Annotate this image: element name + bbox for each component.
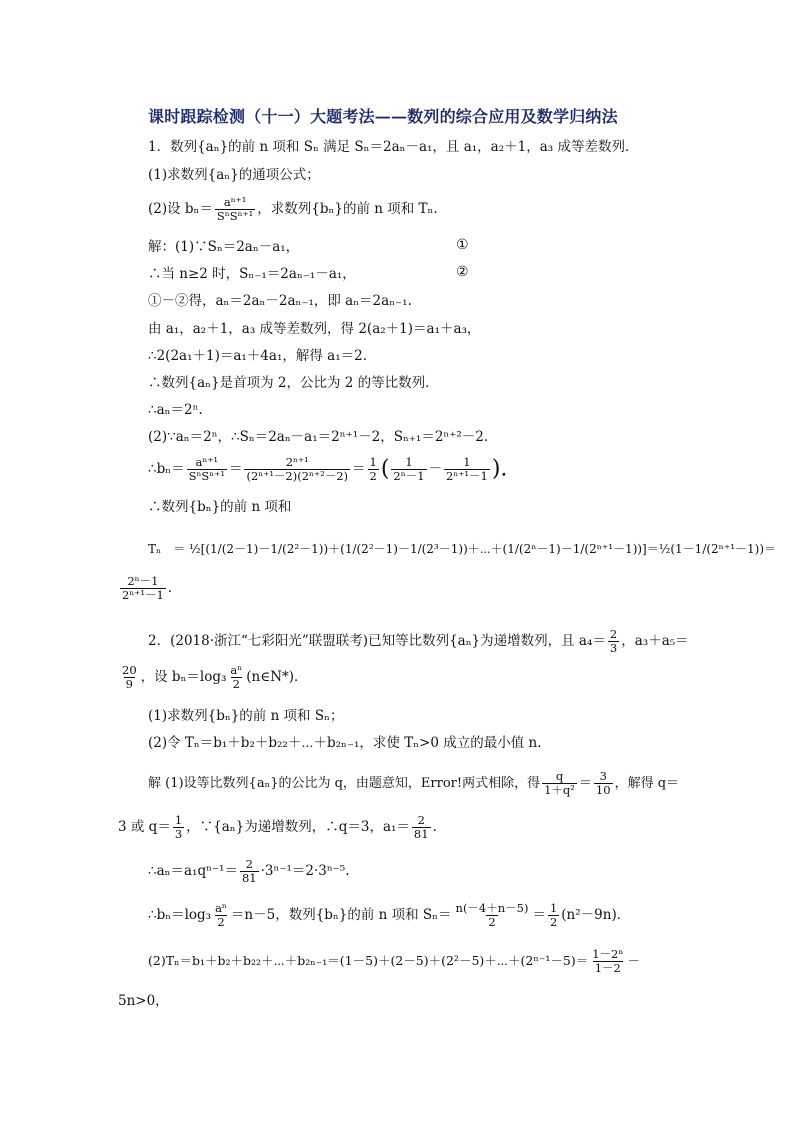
text: ∴aₙ＝a₁qⁿ⁻¹＝ (148, 863, 238, 879)
solution-2-step-1 (148, 770, 679, 797)
numerator: 2 (417, 813, 425, 827)
solution-2-step-2 (118, 814, 437, 841)
fraction (608, 628, 619, 655)
fraction (542, 770, 577, 797)
equation-marker-1: ① (456, 237, 469, 253)
denominator: 9 (125, 677, 133, 691)
solution-1-sum-result (118, 575, 172, 602)
fraction (240, 858, 259, 885)
numerator: 2 (245, 857, 253, 871)
text: ，解得 q＝ (614, 776, 680, 791)
denominator: 81 (241, 871, 257, 885)
fraction (187, 456, 227, 483)
fraction (368, 456, 379, 483)
numerator: q (555, 769, 564, 783)
denominator: 2 (369, 469, 377, 483)
problem-2-part-1: (1)求数列{bₙ}的前 n 项和 Sₙ； (148, 708, 344, 724)
numerator: 2 (609, 627, 618, 641)
solution-1-step-1: 解：(1)∵Sₙ＝2aₙ－a₁， (148, 239, 300, 255)
denominator: 1＋q² (544, 783, 575, 797)
denominator: 2 (488, 915, 496, 929)
text: (2)设 bₙ＝ (148, 201, 213, 217)
problem-2-statement (148, 628, 689, 655)
denominator: 2 (232, 677, 240, 691)
text: ∴bₙ＝ (148, 461, 185, 477)
numerator: 1 (405, 455, 413, 469)
solution-1-step-6: ∴数列{aₙ}是首项为 2，公比为 2 的等比数列． (148, 375, 439, 391)
denominator: SⁿSⁿ⁺¹ (216, 209, 254, 223)
text: － (627, 953, 640, 968)
solution-1-step-7: ∴aₙ＝2ⁿ. (148, 402, 203, 418)
fraction (548, 902, 559, 929)
numerator: aⁿ (230, 663, 243, 677)
problem-2-part-2: (2)令 Tₙ＝b₁＋b₂＋b₂₂＋⋯＋b₂ₙ₋₁，求使 Tₙ>0 成立的最小值 n. (148, 735, 542, 751)
numerator: 2ⁿ－1 (127, 574, 159, 588)
text: ，求数列{bₙ}的前 n 项和 Tₙ. (257, 201, 438, 217)
solution-1-step-4: 由 a₁，a₂＋1，a₃ 成等差数列，得 2(a₂＋1)＝a₁＋a₃， (148, 321, 481, 337)
denominator: 1－2 (594, 961, 621, 975)
solution-2-step-4 (148, 902, 630, 929)
solution-2-step-3 (148, 858, 350, 885)
solution-1-step-10: ∴数列{bₙ}的前 n 项和 (148, 499, 292, 515)
solution-2-step-5 (148, 948, 640, 975)
solution-1-step-9 (148, 456, 507, 483)
text: 2．(2018·浙江“七彩阳光”联盟联考)已知等比数列{aₙ}为递增数列，且 a₄＝ (148, 633, 606, 649)
fraction (391, 456, 426, 483)
equals: ＝ (228, 461, 243, 477)
fraction (120, 664, 139, 691)
equation-marker-2: ② (456, 264, 469, 280)
text: 解 (1)设等比数列{aₙ}的公比为 q，由题意知，Error!两式相除，得 (148, 776, 541, 791)
denominator: 2 (549, 915, 558, 929)
minus: － (428, 461, 443, 477)
problem-1-statement: 1．数列{aₙ}的前 n 项和 Sₙ 满足 Sₙ＝2aₙ－a₁，且 a₁，a₂＋1，a₃ 成等差数列． (148, 139, 639, 155)
solution-2-step-6: 5n>0， (118, 993, 169, 1009)
denominator: 3 (174, 827, 183, 841)
text: . (432, 819, 437, 835)
denominator: 2ⁿ－1 (393, 469, 425, 483)
denominator: 2ⁿ⁺¹－1 (122, 588, 164, 602)
solution-1-step-3: ①－②得，aₙ＝2aₙ－2aₙ₋₁，即 aₙ＝2aₙ₋₁. (148, 293, 412, 309)
denominator: 3 (609, 641, 618, 655)
equals: ＝ (532, 907, 546, 923)
denominator: 10 (595, 783, 611, 797)
numerator: 1 (369, 455, 377, 469)
text: (n∈N*)． (246, 669, 308, 685)
text: (n²－9n)． (561, 907, 631, 923)
numerator: 3 (599, 769, 607, 783)
numerator: 1－2ⁿ (592, 947, 624, 961)
denominator: 2 (217, 915, 225, 929)
page-title: 课时跟踪检测（十一）大题考法——数列的综合应用及数学归纳法 (148, 107, 618, 126)
fraction (454, 902, 531, 929)
problem-2-statement-cont (118, 664, 308, 691)
text: ，∵{aₙ}为递增数列，∴q＝3，a₁＝ (186, 819, 410, 835)
solution-1-step-5: ∴2(2a₁＋1)＝a₁＋4a₁，解得 a₁＝2. (148, 348, 367, 364)
text: ∴bₙ＝log₃ (148, 907, 212, 923)
numerator: 2ⁿ⁺¹ (285, 455, 309, 469)
fraction (120, 575, 166, 602)
fraction (444, 456, 490, 483)
text: 3 或 q＝ (118, 819, 171, 835)
solution-1-step-2: ∴当 n≥2 时，Sₙ₋₁＝2aₙ₋₁－a₁， (148, 266, 356, 282)
fraction (213, 902, 229, 929)
denominator: (2ⁿ⁺¹－2)(2ⁿ⁺²－2) (246, 469, 348, 483)
fraction (590, 948, 625, 975)
denominator: 2ⁿ⁺¹－1 (446, 469, 488, 483)
problem-1-part-1: (1)求数列{aₙ}的通项公式； (148, 167, 320, 183)
denominator: 81 (413, 827, 429, 841)
fraction (244, 456, 350, 483)
numerator: n(－4＋n－5) (455, 901, 529, 915)
text: ½[(1/(2－1)－1/(2²－1))＋(1/(2²－1)－1/(2³－1))＋⋯＋(1/(2ⁿ－1)－1/(2ⁿ⁺¹－1))]＝½(1－1/(2ⁿ⁺¹－1))＝ (189, 542, 777, 556)
equals: ＝ (578, 776, 592, 791)
text: ＝n－5，数列{bₙ}的前 n 项和 Sₙ＝ (230, 907, 452, 923)
numerator: aⁿ⁺¹ (223, 195, 247, 209)
numerator: aⁿ (215, 901, 227, 915)
text: Tₙ ＝ (148, 542, 186, 556)
text: . (167, 580, 173, 596)
paren: ). (491, 456, 508, 482)
problem-1-part-2 (148, 196, 438, 223)
text: ·3ⁿ⁻¹＝2·3ⁿ⁻⁵. (260, 863, 350, 879)
denominator: SⁿSⁿ⁺¹ (188, 469, 225, 483)
fraction (594, 770, 613, 797)
solution-1-sum-formula (148, 540, 776, 558)
fraction (173, 814, 184, 841)
numerator: 1 (463, 455, 471, 469)
text: ，a₃＋a₅＝ (621, 633, 689, 649)
numerator: 1 (549, 901, 558, 915)
fraction (412, 814, 431, 841)
numerator: aⁿ⁺¹ (195, 455, 219, 469)
equals: ＝ (352, 461, 366, 477)
paren: ( (380, 456, 390, 482)
text: ，设 bₙ＝log₃ (140, 669, 227, 685)
numerator: 20 (122, 663, 137, 677)
fraction (215, 196, 255, 223)
solution-1-step-8: (2)∵aₙ＝2ⁿ，∴Sₙ＝2aₙ－a₁＝2ⁿ⁺¹－2，Sₙ₊₁＝2ⁿ⁺²－2. (148, 429, 489, 445)
text: (2)Tₙ＝b₁＋b₂＋b₂₂＋⋯＋b₂ₙ₋₁＝(1－5)＋(2－5)＋(2²－5)＋⋯＋(2ⁿ⁻¹－5)＝ (148, 953, 589, 968)
numerator: 1 (174, 813, 183, 827)
fraction (228, 664, 244, 691)
